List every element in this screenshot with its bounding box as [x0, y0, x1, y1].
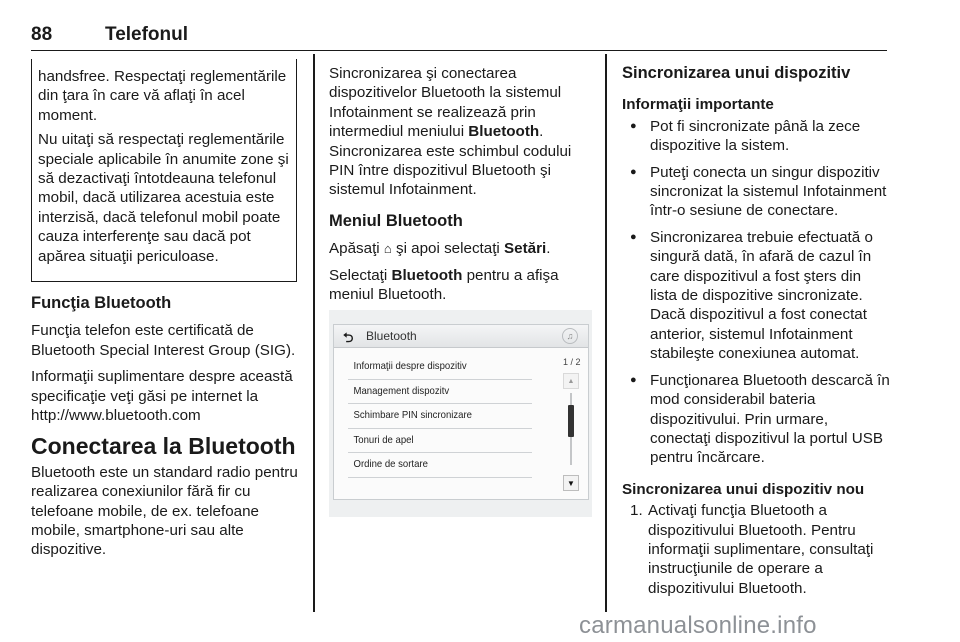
home-icon: ⌂	[383, 241, 392, 257]
list-item: 1. Activaţi funcţia Bluetooth a dispozitivului Bluetooth. Pentru informaţii suplimentare, consultaţi instrucţiunile de operare a dispozitivului Bluetooth.	[630, 502, 874, 597]
music-note-icon: ♫	[562, 328, 578, 344]
list-item: ● Sincronizarea trebuie efectuată o singură dată, în afară de cazul în care dispozitivul a fost şters din lista de dispozitive sincronizate. Dacă dispozitivul a fost conectat anterior, sistemul Infotainment stabileşte conexiunea automat.	[622, 228, 890, 364]
column-1	[31, 294, 303, 567]
paragraph: Informaţii suplimentare despre această specificaţie veţi găsi pe internet la http://www.bluetooth.com	[31, 368, 293, 425]
page-header	[31, 20, 887, 51]
page-indicator: 1 / 2	[563, 357, 581, 367]
chapter-heading: Conectarea la Bluetooth	[31, 433, 296, 460]
section-heading: Meniul Bluetooth	[329, 211, 463, 230]
subsection-heading: Informaţii importante	[622, 96, 774, 114]
numbered-list	[622, 501, 890, 598]
section-heading: Sincronizarea unui dispozitiv	[622, 64, 851, 82]
column-2	[329, 64, 595, 311]
warning-box	[31, 59, 297, 282]
warning-text: handsfree. Respectaţi reglementările din ţara în care vă aflaţi în acel moment.	[38, 68, 287, 124]
list-item: ● Funcţionarea Bluetooth descarcă în mod considerabil bateria dispozitivului. Prin urmare, conectaţi dispozitivul la portul USB pentru încărcare.	[622, 371, 890, 468]
menu-item[interactable]: Schimbare PIN sincronizare	[348, 404, 532, 429]
page-title: Telefonul	[105, 24, 189, 45]
menu-item[interactable]: Ordine de sortare	[348, 453, 532, 478]
page-number: 88	[31, 24, 53, 45]
watermark: carmanualsonline.info	[579, 612, 817, 639]
section-heading: Funcţia Bluetooth	[31, 294, 172, 312]
screen-title: Bluetooth	[366, 329, 417, 343]
infotainment-screen	[333, 324, 589, 500]
paragraph: Bluetooth este un standard radio pentru realizarea conexiunilor fără fir cu telefoane mobile, de ex. telefoane mobile, smartphone-uri sau alte dispozitive.	[31, 463, 298, 559]
back-arrow-icon[interactable]: ⮌	[343, 330, 354, 345]
paragraph: Funcţia telefon este certificată de Bluetooth Special Interest Group (SIG).	[31, 322, 296, 359]
list-item: ● Puteţi conecta un singur dispozitiv sincronizat la sistemul Infotainment într-o sesiune de conectare.	[622, 163, 890, 221]
bluetooth-menu-list	[348, 355, 548, 478]
menu-item[interactable]: Informaţii despre dispozitiv	[348, 355, 532, 380]
bluetooth-menu-screenshot	[329, 310, 592, 517]
menu-item[interactable]: Tonuri de apel	[348, 429, 532, 454]
paragraph: Apăsaţi ⌂ şi apoi selectaţi Setări.	[329, 240, 551, 258]
paragraph: Selectaţi Bluetooth pentru a afişa meniul Bluetooth.	[329, 266, 559, 304]
menu-item[interactable]: Management dispozitv	[348, 380, 532, 405]
column-divider	[313, 54, 315, 612]
column-3	[622, 64, 890, 598]
subsection-heading: Sincronizarea unui dispozitiv nou	[622, 480, 865, 498]
paragraph: Sincronizarea şi conectarea dispozitivelor Bluetooth la sistemul Infotainment se realizează prin intermediul meniului Bluetooth. Sincronizarea este schimbul codului PIN între dispozitivul Bluetooth şi sistemul Infotainment.	[329, 65, 572, 199]
bullet-list	[622, 117, 890, 468]
scroll-up-icon[interactable]: ▲	[563, 373, 579, 389]
column-divider	[605, 54, 607, 612]
scroll-down-icon[interactable]: ▼	[563, 475, 579, 491]
scrollbar[interactable]	[563, 373, 579, 491]
warning-text: Nu uitaţi să respectaţi reglementările speciale aplicabile în anumite zone şi să dezactivaţi întotdeauna telefonul mobil, dacă utilizarea acestuia este interzisă, dacă telefonul mobil poate cauza interferenţe sau dacă pot apărea situaţii periculoase.	[38, 131, 289, 265]
screen-title-bar	[334, 325, 588, 348]
list-item: ● Pot fi sincronizate până la zece dispozitive la sistem.	[622, 117, 890, 156]
scroll-thumb[interactable]	[568, 405, 574, 437]
